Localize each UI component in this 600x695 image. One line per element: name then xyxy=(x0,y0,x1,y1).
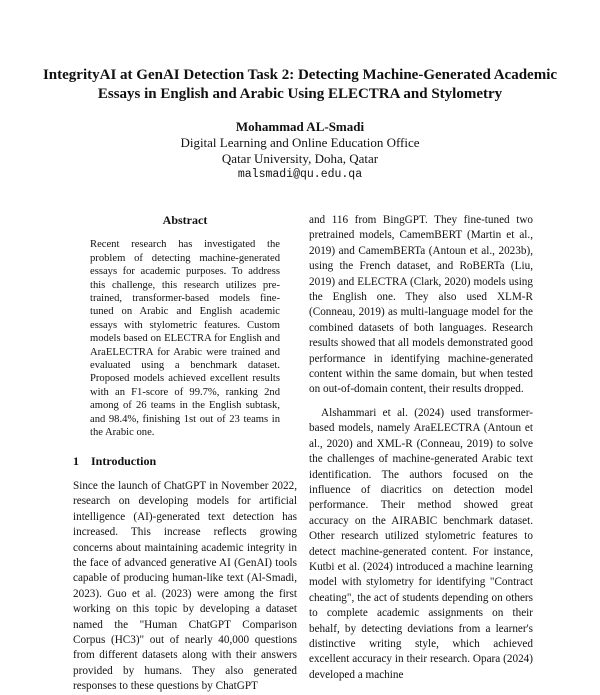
section-number: 1 xyxy=(73,453,79,468)
author-block xyxy=(40,119,560,183)
related-work-paragraph-1: and 116 from BingGPT. They fine-tuned two pretrained models, CamemBERT (Martin et al., 2019) and CamemBERTa (Antoun et al., 2023b), using the French dataset, and RoBERTa (Liu, 2019) and ELECTRA (Clark, 2020) models using the English one. They also used XLM-R (Conneau, 2019) as multi-language model for the combined datasets of both languages. Research results showed that all models demonstrated good performance in identifying machine-generated content within the same domain, but when tested on out-of-domain content, their results dropped. xyxy=(309,214,533,396)
intro-paragraph: Since the launch of ChatGPT in November 2022, research on developing models for artificial intelligence (AI)-generated text detection has increased. This increase reflects growing concerns about maintaining academic integrity in the face of advanced generative AI (GenAI) tools capable of producing human-like text (Al-Smadi, 2023). Guo et al. (2023) were among the first working on this topic by developing a dataset named the "Human ChatGPT Comparison Corpus (HC3)" out of nearly 40,000 questions from different datasets along with their answers provided by humans. They also generated responses to these questions by ChatGPT xyxy=(73,479,297,693)
left-column xyxy=(73,213,297,695)
related-work-paragraph-2: Alshammari et al. (2024) used transformer-based models, namely AraELECTRA (Antoun et al., 2020) and XML-R (Conneau, 2019) to solve the challenges of machine-generated Arabic text identification. The authors focused on the influence of diacritics on detection model performance. Their method showed great accuracy on the AIRABIC benchmark dataset. Other research utilized stylometric features to detect machine-generated content. For instance, Kutbi et al. (2024) introduced a machine learning model with stylometry for identifying "Contract cheating", the act of students depending on others to complete academic assignments on their behalf, by detecting deviations from a learner's distinctive writing style, which achieved excellent accuracy in their research. Opara (2024) developed a machine xyxy=(309,406,533,681)
section-heading-introduction xyxy=(73,454,297,469)
author-affiliation-office: Digital Learning and Online Education Office xyxy=(180,135,420,150)
section-title: Introduction xyxy=(91,453,157,468)
paper-title: IntegrityAI at GenAI Detection Task 2: Detecting Machine-Generated Academic Essays in English and Arabic Using ELECTRA and Stylometry xyxy=(42,67,558,102)
author-email: malsmadi@qu.edu.qa xyxy=(237,168,363,181)
abstract-text: Recent research has investigated the problem of detecting machine-generated essays for academic purposes. To address this challenge, this research utilizes pre-trained, transformer-based models fine-tuned on Arabic and English academic essays with stylometric features. Custom models based on ELECTRA for English and AraELECTRA for Arabic were trained and evaluated using a benchmark dataset. Proposed models achieved excellent results with an F1-score of 99.7%, ranking 2nd among of 26 teams in the English subtask, and 98.4%, finishing 1st out of 23 teams in the Arabic one. xyxy=(90,239,280,439)
author-name: Mohammad AL-Smadi xyxy=(235,119,365,134)
author-affiliation-university: Qatar University, Doha, Qatar xyxy=(221,151,379,166)
right-column xyxy=(309,213,533,683)
abstract-heading: Abstract xyxy=(162,213,208,227)
